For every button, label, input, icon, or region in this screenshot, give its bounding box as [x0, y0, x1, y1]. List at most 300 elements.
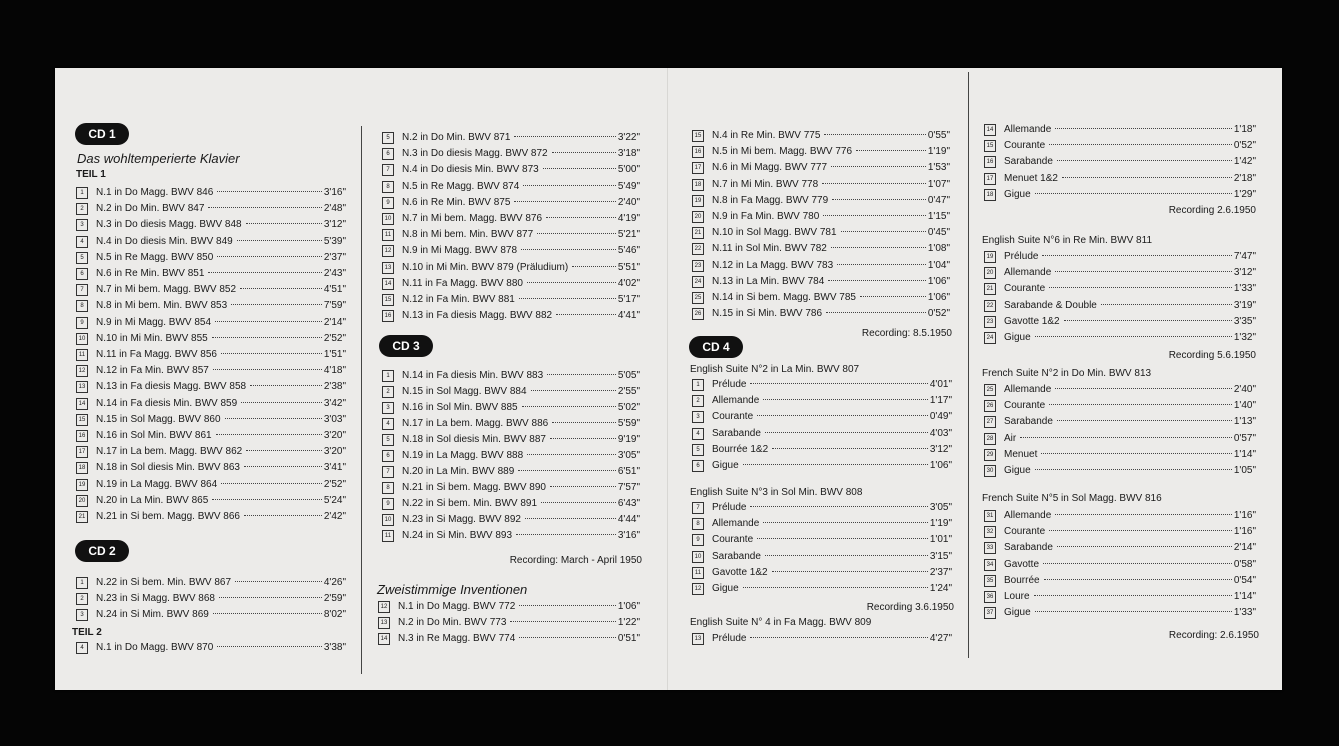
track-number: 2 [692, 395, 704, 407]
track-row [984, 300, 1256, 312]
track-number: 12 [382, 245, 394, 257]
track-number: 1 [692, 379, 704, 391]
track-row [692, 227, 950, 239]
track-duration: 5'51" [617, 261, 640, 273]
track-row [76, 495, 346, 507]
track-number: 7 [382, 466, 394, 478]
leader-dots [246, 223, 322, 224]
track-number: 34 [984, 559, 996, 571]
track-row [984, 400, 1256, 412]
leader-dots [510, 621, 615, 622]
track-title: Sarabande [712, 427, 761, 439]
track-row [692, 411, 952, 423]
track-duration: 5'02" [617, 402, 640, 413]
track-row [984, 433, 1256, 445]
track-duration: 1'14" [1233, 591, 1256, 602]
leader-dots [831, 166, 926, 167]
track-duration: 0'45" [927, 227, 950, 239]
track-number: 1 [76, 187, 88, 199]
track-row [76, 593, 346, 605]
track-duration: 5'24" [323, 494, 346, 506]
track-title: N.3 in Re Magg. BWV 774 [398, 633, 516, 644]
leader-dots [1064, 320, 1232, 321]
work-title-inventionen: Zweistimmige Inventionen [377, 582, 528, 597]
track-title: N.19 in La Magg. BWV 888 [402, 450, 524, 461]
track-duration: 1'32" [1233, 332, 1256, 343]
track-row [76, 203, 346, 215]
track-duration: 5'05" [617, 370, 640, 381]
track-duration: 1'08" [927, 243, 950, 255]
track-number: 17 [692, 162, 704, 174]
track-row [692, 428, 952, 440]
track-title: N.23 in Si Magg. BWV 892 [402, 514, 521, 525]
track-duration: 3'18" [617, 148, 640, 160]
track-title: N.10 in Sol Magg. BWV 781 [712, 227, 837, 239]
track-number: 23 [692, 260, 704, 272]
track-row [984, 575, 1256, 587]
track-row [382, 386, 640, 398]
track-row [984, 607, 1256, 619]
track-title: Courante [1004, 140, 1046, 152]
track-duration: 1'22" [617, 617, 640, 628]
track-duration: 0'52" [927, 308, 950, 320]
track-title: Courante [1004, 526, 1046, 538]
track-number: 8 [76, 300, 88, 312]
track-duration: 1'40" [1233, 400, 1256, 412]
track-number: 7 [692, 502, 704, 514]
track-row [76, 642, 346, 654]
leader-dots [757, 415, 928, 416]
track-number: 5 [76, 252, 88, 264]
track-title: N.18 in Sol diesis Min. BWV 887 [402, 434, 546, 445]
leader-dots [241, 402, 322, 403]
track-row [76, 414, 346, 426]
track-number: 28 [984, 433, 996, 445]
leader-dots [763, 522, 928, 523]
leader-dots [217, 191, 322, 192]
track-duration: 1'05" [1233, 465, 1256, 476]
track-duration: 2'18" [1233, 172, 1256, 184]
leader-dots [763, 399, 928, 400]
track-row [692, 395, 952, 407]
track-title: N.17 in La bem. Magg. BWV 862 [96, 446, 243, 458]
track-row [76, 577, 346, 589]
track-duration: 6'43" [617, 498, 640, 509]
track-number: 29 [984, 449, 996, 461]
leader-dots [212, 499, 322, 500]
track-row [984, 189, 1256, 201]
leader-dots [824, 134, 925, 135]
track-row [692, 179, 950, 191]
track-number: 6 [76, 268, 88, 280]
leader-dots [216, 434, 322, 435]
track-title: N.24 in Si Mim. BWV 869 [96, 609, 209, 620]
track-number: 14 [382, 278, 394, 290]
track-number: 3 [692, 411, 704, 423]
track-title: N.20 in La Min. BWV 889 [402, 466, 515, 477]
leader-dots [1057, 160, 1232, 161]
track-number: 25 [984, 384, 996, 396]
track-row [382, 434, 640, 446]
track-number: 25 [692, 292, 704, 304]
track-title: N.5 in Re Magg. BWV 850 [96, 251, 214, 263]
track-duration: 2'37" [929, 566, 952, 578]
track-number: 26 [984, 400, 996, 412]
track-number: 1 [76, 577, 88, 589]
track-number: 30 [984, 465, 996, 477]
leader-dots [240, 288, 322, 289]
track-title: N.16 in Sol Min. BWV 861 [96, 430, 212, 441]
track-duration: 1'51" [323, 349, 346, 360]
track-duration: 2'38" [323, 381, 346, 393]
track-number: 24 [984, 332, 996, 344]
track-title: N.13 in Fa diesis Magg. BWV 882 [402, 310, 553, 322]
track-number: 17 [76, 446, 88, 458]
leader-dots [1049, 144, 1232, 145]
track-row [692, 292, 950, 304]
track-number: 27 [984, 416, 996, 428]
track-row [76, 252, 346, 264]
track-number: 22 [984, 300, 996, 312]
track-duration: 4'01" [929, 379, 952, 390]
track-title: Courante [1004, 283, 1046, 295]
track-row [76, 219, 346, 231]
leader-dots [1057, 420, 1232, 421]
track-title: Gigue [712, 460, 739, 471]
track-duration: 3'12" [1233, 267, 1256, 279]
cd3-badge: CD 3 [379, 335, 433, 357]
track-title: Gigue [1004, 188, 1031, 200]
track-row [382, 466, 640, 478]
leader-dots [765, 432, 928, 433]
track-row [692, 518, 952, 530]
leader-dots [556, 314, 616, 315]
track-number: 9 [76, 317, 88, 329]
leader-dots [514, 136, 615, 137]
cd1-badge: CD 1 [75, 123, 129, 145]
track-number: 18 [692, 179, 704, 191]
track-title: N.6 in Re Min. BWV 875 [402, 196, 511, 208]
track-title: N.2 in Do Min. BWV 773 [398, 617, 507, 628]
leader-dots [1043, 563, 1232, 564]
track-duration: 2'43" [323, 268, 346, 279]
track-duration: 4'03" [929, 427, 952, 439]
track-number: 21 [692, 227, 704, 239]
track-row [984, 465, 1256, 477]
suite-heading-816: French Suite N°5 in Sol Magg. BWV 816 [982, 493, 1162, 504]
track-duration: 1'13" [1233, 416, 1256, 428]
track-duration: 1'33" [1233, 607, 1256, 619]
track-duration: 3'12" [929, 443, 952, 455]
leader-dots [235, 581, 322, 582]
leader-dots [212, 337, 322, 338]
teil1-heading: TEIL 1 [76, 169, 106, 180]
track-row [382, 310, 640, 322]
track-title: N.4 in Re Min. BWV 775 [712, 130, 821, 141]
track-number: 10 [382, 213, 394, 225]
track-title: N.16 in Sol Min. BWV 885 [402, 402, 518, 413]
leader-dots [743, 464, 928, 465]
track-duration: 5'59" [617, 418, 640, 429]
track-number: 21 [76, 511, 88, 523]
track-number: 35 [984, 575, 996, 587]
track-title: N.19 in La Magg. BWV 864 [96, 478, 218, 490]
track-number: 5 [692, 444, 704, 456]
track-number: 19 [984, 251, 996, 263]
track-number: 20 [984, 267, 996, 279]
track-title: N.15 in Si Min. BWV 786 [712, 308, 823, 320]
track-title: N.7 in Mi bem. Magg. BWV 876 [402, 213, 543, 224]
track-title: N.12 in Fa Min. BWV 881 [402, 294, 515, 305]
track-row [378, 633, 640, 645]
track-duration: 0'57" [1233, 432, 1256, 444]
track-title: Allemande [712, 395, 760, 407]
track-duration: 0'51" [617, 633, 640, 644]
track-title: Allemande [1004, 267, 1052, 279]
track-number: 6 [382, 450, 394, 462]
track-row [76, 609, 346, 621]
track-row [382, 245, 640, 257]
track-number: 6 [382, 148, 394, 160]
track-title: N.9 in Mi Magg. BWV 854 [96, 316, 212, 328]
suite-heading-809: English Suite N° 4 in Fa Magg. BWV 809 [690, 617, 872, 628]
track-number: 14 [984, 124, 996, 136]
track-duration: 2'37" [323, 251, 346, 263]
track-row [382, 530, 640, 542]
track-title: N.15 in Sol Magg. BWV 884 [402, 386, 527, 397]
track-title: Allemande [712, 518, 760, 530]
track-duration: 5'46" [617, 245, 640, 257]
track-duration: 4'44" [617, 514, 640, 525]
leader-dots [246, 450, 322, 451]
track-title: Prélude [712, 379, 747, 390]
track-duration: 4'41" [617, 310, 640, 322]
track-row [382, 132, 640, 144]
track-row [692, 502, 952, 514]
track-title: Prélude [712, 502, 747, 513]
track-duration: 3'05" [929, 502, 952, 513]
track-number: 16 [692, 146, 704, 158]
track-number: 36 [984, 591, 996, 603]
track-title: N.21 in Si bem. Magg. BWV 866 [96, 511, 240, 522]
leader-dots [1101, 304, 1232, 305]
track-duration: 1'01" [929, 534, 952, 546]
track-number: 2 [76, 203, 88, 215]
leader-dots [213, 369, 322, 370]
track-duration: 1'19" [929, 518, 952, 530]
track-number: 4 [692, 428, 704, 440]
track-number: 32 [984, 526, 996, 538]
track-row [382, 164, 640, 176]
leader-dots [527, 282, 616, 283]
track-row [76, 479, 346, 491]
track-title: N.6 in Re Min. BWV 851 [96, 268, 205, 279]
track-duration: 1'53" [927, 162, 950, 174]
leader-dots [221, 483, 322, 484]
track-title: N.13 in Fa diesis Magg. BWV 858 [96, 381, 247, 393]
leader-dots [1055, 128, 1232, 129]
divider-1 [361, 126, 362, 674]
track-row [692, 162, 950, 174]
track-duration: 1'18" [1233, 124, 1256, 135]
track-row [692, 583, 952, 595]
track-title: N.13 in La Min. BWV 784 [712, 275, 825, 287]
leader-dots [523, 185, 616, 186]
leader-dots [521, 249, 616, 250]
track-duration: 5'49" [617, 180, 640, 192]
track-number: 16 [984, 156, 996, 168]
leader-dots [860, 296, 926, 297]
track-number: 26 [692, 308, 704, 320]
track-row [382, 498, 640, 510]
track-duration: 1'16" [1233, 526, 1256, 538]
track-row [692, 130, 950, 142]
leader-dots [231, 304, 322, 305]
leader-dots [765, 555, 928, 556]
track-duration: 2'40" [617, 196, 640, 208]
track-row [984, 283, 1256, 295]
track-number: 3 [76, 609, 88, 621]
track-number: 7 [382, 164, 394, 176]
track-title: N.23 in Si Magg. BWV 868 [96, 593, 215, 604]
track-number: 4 [76, 642, 88, 654]
track-row [382, 450, 640, 462]
track-number: 4 [76, 236, 88, 248]
track-title: Gigue [712, 583, 739, 594]
track-title: N.22 in Si bem. Min. BWV 867 [96, 577, 232, 588]
track-duration: 3'35" [1233, 315, 1256, 327]
track-row [984, 140, 1256, 152]
track-duration: 3'16" [323, 187, 346, 198]
track-title: Prélude [1004, 251, 1039, 262]
track-duration: 4'27" [929, 633, 952, 644]
leader-dots [1055, 514, 1232, 515]
track-number: 13 [76, 381, 88, 393]
track-number: 15 [382, 294, 394, 306]
track-duration: 1'07" [927, 178, 950, 190]
track-row [382, 402, 640, 414]
track-number: 12 [76, 365, 88, 377]
leader-dots [841, 231, 926, 232]
track-row [692, 195, 950, 207]
leader-dots [550, 438, 616, 439]
track-duration: 3'12" [323, 219, 346, 231]
track-number: 6 [692, 460, 704, 472]
track-title: N.1 in Do Magg. BWV 846 [96, 187, 214, 198]
track-duration: 0'54" [1233, 574, 1256, 586]
track-row [76, 187, 346, 199]
track-number: 17 [984, 173, 996, 185]
track-row [382, 514, 640, 526]
track-row [984, 124, 1256, 136]
recording-wtk: Recording: March - April 1950 [509, 555, 642, 566]
track-row [382, 294, 640, 306]
track-title: Allemande [1004, 124, 1052, 135]
track-title: N.2 in Do Min. BWV 847 [96, 203, 205, 215]
leader-dots [1041, 453, 1231, 454]
track-title: Gigue [1004, 332, 1031, 343]
track-duration: 1'42" [1233, 156, 1256, 168]
track-title: N.14 in Fa diesis Min. BWV 883 [402, 370, 544, 381]
track-duration: 3'41" [323, 462, 346, 474]
track-duration: 2'59" [323, 593, 346, 604]
track-title: Sarabande [712, 550, 761, 562]
track-number: 31 [984, 510, 996, 522]
track-row [692, 534, 952, 546]
track-duration: 2'14" [323, 316, 346, 328]
teil2-heading: TEIL 2 [72, 627, 102, 638]
track-duration: 4'51" [323, 284, 346, 296]
track-number: 22 [692, 243, 704, 255]
track-row [692, 444, 952, 456]
suite-heading-813: French Suite N°2 in Do Min. BWV 813 [982, 368, 1152, 379]
track-duration: 3'03" [323, 413, 346, 425]
track-number: 20 [692, 211, 704, 223]
track-number: 7 [76, 284, 88, 296]
track-duration: 2'55" [617, 386, 640, 397]
leader-dots [519, 605, 616, 606]
leader-dots [1042, 255, 1231, 256]
track-title: N.7 in Mi Min. BWV 778 [712, 178, 819, 190]
track-number: 8 [382, 181, 394, 193]
track-row [76, 462, 346, 474]
track-row [76, 333, 346, 345]
track-number: 16 [76, 430, 88, 442]
track-title: N.5 in Mi bem. Magg. BWV 776 [712, 146, 853, 158]
track-row [76, 446, 346, 458]
track-duration: 1'29" [1233, 188, 1256, 200]
suite-heading-811: English Suite N°6 in Re Min. BWV 811 [982, 235, 1152, 246]
track-number: 9 [382, 197, 394, 209]
track-duration: 2'40" [1233, 384, 1256, 395]
cd2-badge: CD 2 [75, 540, 129, 562]
leader-dots [514, 201, 615, 202]
track-duration: 9'19" [617, 434, 640, 445]
leader-dots [547, 374, 616, 375]
track-number: 13 [382, 262, 394, 274]
track-row [76, 398, 346, 410]
track-number: 9 [692, 534, 704, 546]
track-title: N.12 in Fa Min. BWV 857 [96, 365, 209, 377]
track-number: 9 [382, 498, 394, 510]
track-duration: 2'52" [323, 478, 346, 490]
track-number: 3 [382, 402, 394, 414]
leader-dots [244, 515, 322, 516]
leader-dots [244, 466, 322, 467]
track-number: 15 [76, 414, 88, 426]
leader-dots [219, 597, 322, 598]
track-title: Gavotte 1&2 [712, 566, 768, 578]
track-title: Bourrée [1004, 574, 1040, 586]
track-number: 23 [984, 316, 996, 328]
leader-dots [1035, 336, 1232, 337]
track-row [76, 236, 346, 248]
track-title: N.22 in Si bem. Min. BWV 891 [402, 498, 538, 509]
track-row [984, 542, 1256, 554]
track-row [382, 229, 640, 241]
leader-dots [826, 312, 926, 313]
cd4-badge: CD 4 [689, 336, 743, 358]
leader-dots [831, 247, 926, 248]
track-title: N.3 in Do diesis Magg. BWV 872 [402, 148, 548, 160]
track-number: 11 [382, 229, 394, 241]
track-duration: 4'26" [323, 577, 346, 588]
track-duration: 8'02" [323, 609, 346, 620]
track-row [76, 268, 346, 280]
track-row [984, 267, 1256, 279]
leader-dots [832, 199, 926, 200]
leader-dots [1049, 404, 1232, 405]
